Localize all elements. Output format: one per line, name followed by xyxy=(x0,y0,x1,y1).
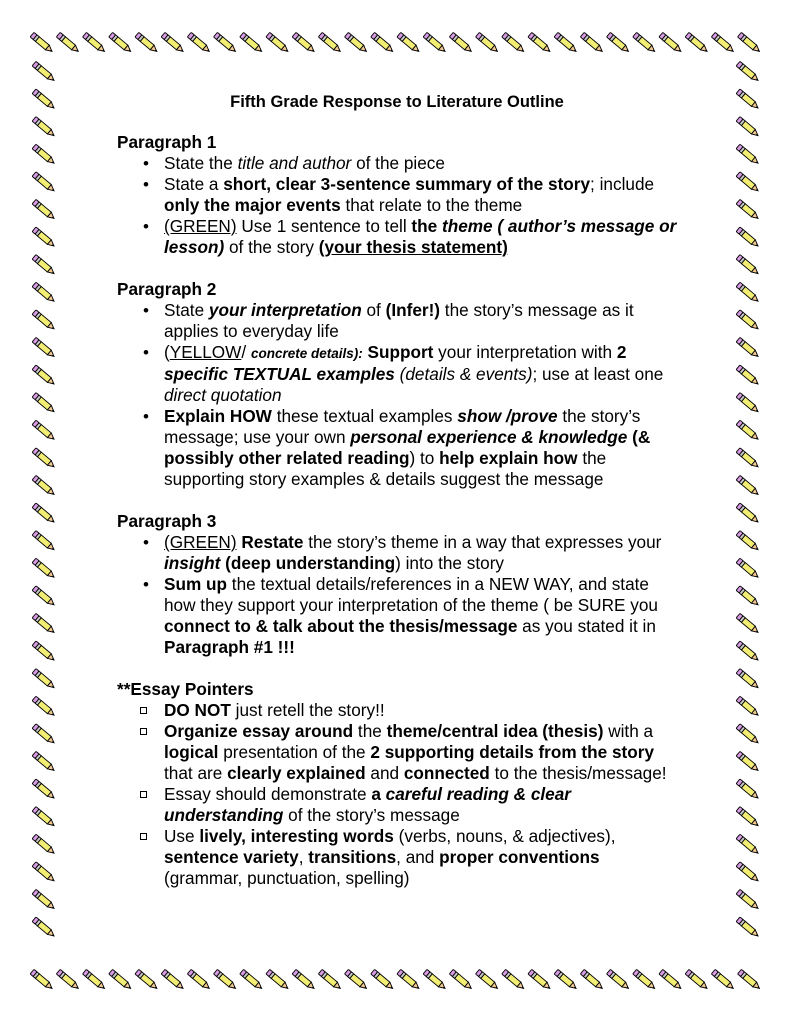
pencil-icon xyxy=(32,227,57,249)
pencil-icon xyxy=(32,531,57,553)
pencil-icon xyxy=(32,558,57,580)
pencil-icon xyxy=(214,32,239,54)
text-run: specific TEXTUAL examples xyxy=(164,364,395,384)
text-run: (& possibly other related reading xyxy=(164,427,651,468)
pencil-icon xyxy=(607,32,632,54)
pencil-icon xyxy=(292,969,317,991)
text-run: (GREEN) xyxy=(164,216,237,236)
pencil-icon xyxy=(736,282,761,304)
pencil-icon xyxy=(607,969,632,991)
disc-bullet-icon: • xyxy=(143,175,149,194)
pencil-icon xyxy=(736,641,761,663)
pencil-icon xyxy=(32,199,57,221)
pencil-icon xyxy=(345,32,370,54)
text-run: the story’s message; use your own xyxy=(164,406,641,447)
disc-bullet-icon: • xyxy=(143,154,149,173)
pencil-icon xyxy=(32,751,57,773)
text-run: Use xyxy=(164,826,200,846)
text-run: logical xyxy=(164,742,219,762)
pencil-icon xyxy=(580,32,605,54)
pencil-icon xyxy=(109,969,134,991)
text-run: theme ( author’s message or lesson) xyxy=(164,216,677,257)
pencil-icon xyxy=(32,282,57,304)
text-run: with a xyxy=(603,721,654,741)
text-run: careful reading & clear understanding xyxy=(164,784,571,825)
pencil-icon xyxy=(685,969,710,991)
pencil-icon xyxy=(738,969,763,991)
pencil-icon xyxy=(736,199,761,221)
text-run: ( xyxy=(164,342,170,362)
list-item xyxy=(117,574,677,658)
pencil-icon xyxy=(292,32,317,54)
list-item xyxy=(117,721,677,784)
pencil-icon xyxy=(711,32,736,54)
pencil-icon xyxy=(476,32,501,54)
pencil-icon xyxy=(659,969,684,991)
text-run: , and xyxy=(396,847,440,867)
pencil-icon xyxy=(32,255,57,277)
list-item xyxy=(117,174,677,216)
text-run: only the major events xyxy=(164,195,341,215)
text-run: Organize essay around xyxy=(164,721,354,741)
section-gap xyxy=(117,658,677,679)
text-run: , xyxy=(298,847,309,867)
pencil-icon xyxy=(736,310,761,332)
pencil-icon xyxy=(32,641,57,663)
text-run: the textual details/references in a NEW WAY, and state how they support your interpretation of the theme ( be SURE you xyxy=(164,574,658,615)
pencil-icon xyxy=(371,969,396,991)
text-run: (verbs, nouns, & adjectives), xyxy=(393,826,616,846)
pencil-icon xyxy=(502,32,527,54)
pencil-icon xyxy=(32,310,57,332)
pencil-icon xyxy=(32,89,57,111)
section-gap xyxy=(117,258,677,279)
pencil-icon xyxy=(736,834,761,856)
pencil-icon xyxy=(736,917,761,939)
pencil-icon xyxy=(345,969,370,991)
text-run: that are xyxy=(164,763,228,783)
pencil-icon xyxy=(736,531,761,553)
pencil-icon xyxy=(32,779,57,801)
pencil-icon xyxy=(423,32,448,54)
disc-bullet-icon: • xyxy=(143,575,149,594)
pencil-icon xyxy=(449,32,474,54)
list-item xyxy=(117,406,677,490)
pencil-icon xyxy=(32,917,57,939)
pencil-icon xyxy=(736,751,761,773)
text-run: these textual examples xyxy=(271,406,458,426)
pencil-icon xyxy=(371,32,396,54)
pencil-icon xyxy=(736,724,761,746)
text-run: Paragraph #1 !!! xyxy=(164,637,295,657)
pencil-icon xyxy=(528,969,553,991)
pencil-icon xyxy=(397,969,422,991)
pencil-icon xyxy=(736,475,761,497)
text-run: ; include xyxy=(590,174,655,194)
text-run: and xyxy=(365,763,404,783)
square-bullet-icon xyxy=(140,728,147,735)
text-run: (Infer!) xyxy=(385,300,441,320)
text-run: just retell the story!! xyxy=(230,700,385,720)
disc-bullet-icon: • xyxy=(143,343,149,362)
text-run: Sum up xyxy=(164,574,228,594)
text-run: your interpretation with xyxy=(433,342,617,362)
pencil-icon xyxy=(736,365,761,387)
text-run: / xyxy=(241,342,251,362)
list-item xyxy=(117,826,677,889)
pencil-icon xyxy=(449,969,474,991)
pencil-icon xyxy=(736,420,761,442)
pencil-icon xyxy=(554,32,579,54)
text-run: the xyxy=(353,721,387,741)
bullet-list xyxy=(117,700,677,889)
pencil-icon xyxy=(32,172,57,194)
pencil-icon xyxy=(32,613,57,635)
pencil-icon xyxy=(736,669,761,691)
pencil-icon xyxy=(32,337,57,359)
pencil-icon xyxy=(135,32,160,54)
pencil-icon xyxy=(736,613,761,635)
pencil-icon xyxy=(266,32,291,54)
square-bullet-icon xyxy=(140,791,147,798)
text-run: of xyxy=(361,300,386,320)
text-run: of the piece xyxy=(351,153,445,173)
pencil-icon xyxy=(240,32,265,54)
text-run: personal experience & knowledge xyxy=(350,427,628,447)
pencil-icon xyxy=(32,807,57,829)
text-run: State a xyxy=(164,174,224,194)
text-run: as you stated it in xyxy=(517,616,656,636)
pencil-icon xyxy=(736,61,761,83)
pencil-icon xyxy=(32,61,57,83)
pencil-icon xyxy=(109,32,134,54)
text-run: to the thesis/message! xyxy=(489,763,667,783)
text-run: Essay should demonstrate xyxy=(164,784,372,804)
pencil-icon xyxy=(528,32,553,54)
square-bullet-icon xyxy=(140,833,147,840)
list-item xyxy=(117,342,677,406)
text-run: the xyxy=(411,216,442,236)
pencil-icon xyxy=(736,89,761,111)
pencil-icon xyxy=(214,969,239,991)
pencil-icon xyxy=(32,503,57,525)
pencil-icon xyxy=(266,969,291,991)
disc-bullet-icon: • xyxy=(143,407,149,426)
section-heading: Paragraph 1 xyxy=(117,132,217,152)
bullet-list xyxy=(117,153,677,258)
square-bullet-icon xyxy=(140,707,147,714)
text-run: transitions xyxy=(308,847,397,867)
text-run: (grammar, punctuation, spelling) xyxy=(164,868,410,888)
text-run: (details & events) xyxy=(399,364,533,384)
list-item xyxy=(117,153,677,174)
text-run: Support xyxy=(367,342,434,362)
pencil-icon xyxy=(736,558,761,580)
text-run: lively, interesting words xyxy=(199,826,394,846)
text-run: ) into the story xyxy=(395,553,505,573)
list-item xyxy=(117,532,677,574)
text-run: Restate xyxy=(241,532,304,552)
text-run: connect to & talk about the thesis/message xyxy=(164,616,518,636)
pencil-icon xyxy=(135,969,160,991)
text-run: short, clear 3-sentence summary of the story xyxy=(223,174,591,194)
text-run: Explain HOW xyxy=(164,406,272,426)
text-run: 2 xyxy=(616,342,627,362)
pencil-icon xyxy=(32,724,57,746)
text-run: the story’s message as it applies to everyday life xyxy=(164,300,634,341)
disc-bullet-icon: • xyxy=(143,301,149,320)
pencil-icon xyxy=(736,227,761,249)
pencil-icon xyxy=(30,969,55,991)
pencil-icon xyxy=(736,448,761,470)
text-run: proper conventions xyxy=(439,847,600,867)
text-run: the story’s theme in a way that expresses your xyxy=(303,532,662,552)
text-run: connected xyxy=(403,763,490,783)
bullet-list xyxy=(117,532,677,658)
text-run: direct quotation xyxy=(164,385,282,405)
list-item xyxy=(117,216,677,258)
pencil-icon xyxy=(32,365,57,387)
disc-bullet-icon: • xyxy=(143,217,149,236)
text-run: 2 supporting details from the story xyxy=(370,742,655,762)
pencil-icon xyxy=(32,889,57,911)
text-run: sentence variety xyxy=(164,847,299,867)
text-run: theme/central idea (thesis) xyxy=(386,721,604,741)
text-run: of the story xyxy=(224,237,319,257)
pencil-icon xyxy=(633,32,658,54)
list-item xyxy=(117,700,677,721)
pencil-icon xyxy=(83,969,108,991)
pencil-icon xyxy=(83,32,108,54)
document-body xyxy=(117,92,677,889)
section-gap xyxy=(117,490,677,511)
section-heading: **Essay Pointers xyxy=(117,679,254,699)
pencil-icon xyxy=(161,969,186,991)
pencil-icon xyxy=(736,117,761,139)
list-item xyxy=(117,784,677,826)
section-heading: Paragraph 3 xyxy=(117,511,217,531)
text-run: the supporting story examples & details suggest the message xyxy=(164,448,607,489)
document-title: Fifth Grade Response to Literature Outline xyxy=(230,93,564,111)
pencil-icon xyxy=(711,969,736,991)
text-run: ; use at least one xyxy=(532,364,664,384)
text-run: concrete details): xyxy=(250,346,363,361)
pencil-icon xyxy=(736,172,761,194)
pencil-icon xyxy=(659,32,684,54)
pencil-icon xyxy=(736,586,761,608)
text-run: State xyxy=(164,300,209,320)
text-run: YELLOW xyxy=(169,342,242,362)
pencil-icon xyxy=(580,969,605,991)
pencil-icon xyxy=(56,969,81,991)
pencil-icon xyxy=(736,807,761,829)
pencil-icon xyxy=(32,420,57,442)
pencil-icon xyxy=(318,32,343,54)
pencil-icon xyxy=(423,969,448,991)
text-run: (deep understanding xyxy=(225,553,396,573)
pencil-icon xyxy=(32,448,57,470)
pencil-icon xyxy=(685,32,710,54)
text-run: title and author xyxy=(237,153,352,173)
text-run: a xyxy=(371,784,386,804)
pencil-icon xyxy=(32,393,57,415)
pencil-icon xyxy=(161,32,186,54)
text-run: presentation of the xyxy=(218,742,371,762)
pencil-icon xyxy=(240,969,265,991)
text-run: DO NOT xyxy=(164,700,231,720)
pencil-icon xyxy=(32,862,57,884)
text-run: clearly explained xyxy=(227,763,366,783)
text-run: State the xyxy=(164,153,238,173)
pencil-icon xyxy=(32,475,57,497)
pencil-icon xyxy=(476,969,501,991)
text-run: ) to xyxy=(409,448,440,468)
pencil-icon xyxy=(56,32,81,54)
pencil-icon xyxy=(32,144,57,166)
text-run: help explain how xyxy=(439,448,578,468)
pencil-icon xyxy=(32,586,57,608)
pencil-icon xyxy=(736,779,761,801)
text-run: (GREEN) xyxy=(164,532,237,552)
pencil-icon xyxy=(502,969,527,991)
pencil-icon xyxy=(738,32,763,54)
disc-bullet-icon: • xyxy=(143,533,149,552)
text-run: of the story’s message xyxy=(283,805,460,825)
text-run: show /prove xyxy=(457,406,558,426)
pencil-icon xyxy=(736,503,761,525)
pencil-icon xyxy=(30,32,55,54)
pencil-icon xyxy=(736,696,761,718)
pencil-icon xyxy=(736,862,761,884)
pencil-icon xyxy=(554,969,579,991)
pencil-icon xyxy=(32,117,57,139)
text-run: your interpretation xyxy=(208,300,362,320)
list-item xyxy=(117,300,677,342)
pencil-icon xyxy=(736,255,761,277)
pencil-icon xyxy=(32,669,57,691)
text-run: Use 1 sentence to tell xyxy=(236,216,412,236)
section-heading: Paragraph 2 xyxy=(117,279,217,299)
bullet-list xyxy=(117,300,677,490)
pencil-icon xyxy=(187,32,212,54)
text-run: insight xyxy=(164,553,221,573)
pencil-icon xyxy=(32,834,57,856)
pencil-icon xyxy=(736,393,761,415)
text-run: that relate to the theme xyxy=(340,195,523,215)
pencil-icon xyxy=(736,144,761,166)
pencil-icon xyxy=(187,969,212,991)
pencil-icon xyxy=(736,337,761,359)
pencil-icon xyxy=(397,32,422,54)
pencil-icon xyxy=(318,969,343,991)
pencil-icon xyxy=(633,969,658,991)
text-run: (your thesis statement) xyxy=(318,237,508,257)
pencil-icon xyxy=(32,696,57,718)
pencil-icon xyxy=(736,889,761,911)
